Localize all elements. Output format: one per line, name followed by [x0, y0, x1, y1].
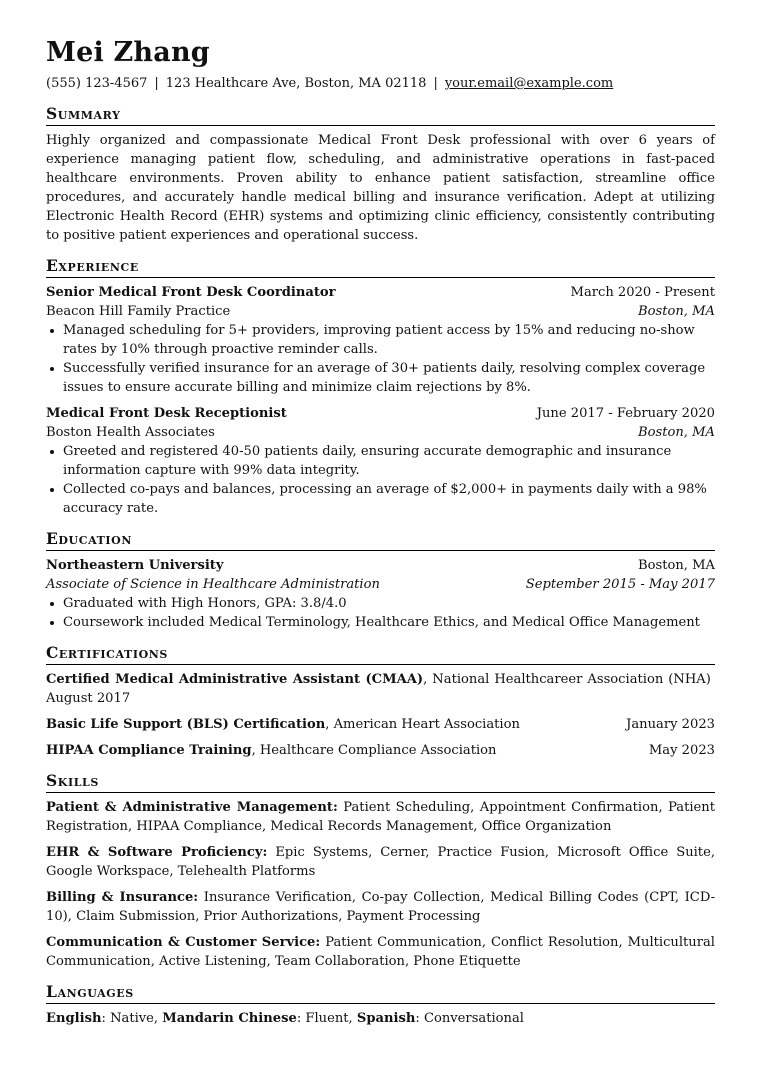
bullet-text: Graduated with High Honors, GPA: 3.8/4.0 [63, 596, 347, 611]
bullet-text: Successfully verified insurance for an average of 30+ patients daily, resolving complex coverage issues to ensure accurate billing and minimize claim rejections by 8%. [63, 361, 706, 395]
bullet-text: Managed scheduling for 5+ providers, improving patient access by 15% and reducing no-show rates by 10% through proactive reminder calls. [63, 323, 695, 357]
bullet-icon [50, 488, 54, 492]
summary-section [46, 104, 715, 245]
job-dates: March 2020 - Present [570, 285, 715, 300]
bullet-text: Coursework included Medical Terminology, Healthcare Ethics, and Medical Office Management [63, 615, 700, 630]
skill-group [46, 843, 715, 881]
job-bullets [46, 321, 715, 397]
experience-entry [46, 404, 715, 518]
skill-group-label: Billing & Insurance: [46, 890, 199, 905]
certification-issuer: , National Healthcareer Association (NHA) [423, 672, 711, 687]
skill-group [46, 798, 715, 836]
skill-group-label: EHR & Software Proficiency: [46, 845, 268, 860]
bullet-icon [50, 367, 54, 371]
school-location: Boston, MA [638, 558, 715, 573]
list-item [46, 594, 715, 613]
list-item [46, 480, 715, 518]
education-section [46, 529, 715, 632]
bullet-icon [50, 450, 54, 454]
certification-date: May 2023 [648, 743, 715, 758]
certifications-section [46, 643, 715, 760]
section-title-experience: Experience [46, 256, 715, 278]
section-title-certifications: Certifications [46, 643, 715, 665]
job-title: Senior Medical Front Desk Coordinator [46, 285, 336, 300]
certification-date: January 2023 [626, 717, 715, 732]
skills-section [46, 771, 715, 971]
languages-line [46, 1009, 715, 1028]
certification-item [46, 741, 715, 760]
job-location: Boston, MA [638, 304, 715, 319]
certification-name: Basic Life Support (BLS) Certification [46, 717, 326, 732]
street-address: 123 Healthcare Ave, Boston, MA 02118 [165, 76, 427, 91]
school-name: Northeastern University [46, 558, 224, 573]
certification-issuer: , Healthcare Compliance Association [251, 743, 497, 758]
list-item [46, 442, 715, 480]
section-title-education: Education [46, 529, 715, 551]
language-name: Mandarin Chinese [162, 1011, 297, 1026]
skill-group-items: Patient Scheduling, Appointment Confirmation, Patient Registration, HIPAA Compliance, Medical Records Management, Office Organization [46, 800, 715, 834]
certification-issuer: , American Heart Association [325, 717, 520, 732]
education-dates: September 2015 - May 2017 [525, 577, 715, 592]
resume-page [46, 36, 715, 1028]
job-location: Boston, MA [638, 425, 715, 440]
skill-group [46, 888, 715, 926]
bullet-text: Greeted and registered 40-50 patients daily, ensuring accurate demographic and insurance information capture with 99% data integrity. [63, 444, 672, 478]
company-name: Boston Health Associates [46, 425, 215, 440]
language-level: : Fluent, [296, 1011, 357, 1026]
contact-separator: | [154, 76, 159, 91]
bullet-icon [50, 621, 54, 625]
section-title-skills: Skills [46, 771, 715, 793]
company-name: Beacon Hill Family Practice [46, 304, 231, 319]
language-level: : Native, [101, 1011, 163, 1026]
certification-date: August 2017 [46, 691, 131, 706]
candidate-name: Mei Zhang [46, 37, 210, 68]
job-title: Medical Front Desk Receptionist [46, 406, 287, 421]
experience-section [46, 256, 715, 518]
skill-group-label: Communication & Customer Service: [46, 935, 321, 950]
certification-name: HIPAA Compliance Training [46, 743, 252, 758]
job-dates: June 2017 - February 2020 [536, 406, 715, 421]
bullet-text: Collected co-pays and balances, processing an average of $2,000+ in payments daily with a 98% accuracy rate. [63, 482, 707, 516]
degree-name: Associate of Science in Healthcare Administration [46, 577, 380, 592]
list-item [46, 321, 715, 359]
language-name: Spanish [356, 1011, 416, 1026]
education-bullets [46, 594, 715, 632]
summary-text: Highly organized and compassionate Medical Front Desk professional with over 6 years of experience managing patient flow, scheduling, and administrative operations in fast-paced healthcare environments. Proven ability to enhance patient satisfaction, streamline office procedures, and accurately handle medical billing and insurance verification. Adept at utilizing Electronic Health Record (EHR) systems and optimizing clinic efficiency, consistently contributing to positive patient experiences and operational success. [46, 133, 715, 243]
job-bullets [46, 442, 715, 518]
contact-separator: | [433, 76, 438, 91]
skill-group-items: Insurance Verification, Co-pay Collection, Medical Billing Codes (CPT, ICD-10), Claim Submission, Prior Authorizations, Payment Processing [46, 890, 715, 924]
experience-entry [46, 283, 715, 397]
phone-number: (555) 123-4567 [46, 76, 148, 91]
skill-group-items: Epic Systems, Cerner, Practice Fusion, Microsoft Office Suite, Google Workspace, Telehealth Platforms [46, 845, 715, 879]
skill-group-label: Patient & Administrative Management: [46, 800, 338, 815]
contact-line [46, 75, 715, 93]
bullet-icon [50, 602, 54, 606]
language-name: English [46, 1011, 102, 1026]
certification-name: Certified Medical Administrative Assistant (CMAA) [46, 672, 424, 687]
languages-section [46, 982, 715, 1028]
certification-item [46, 670, 715, 708]
section-title-summary: Summary [46, 104, 715, 126]
email-link[interactable]: your.email@example.com [444, 76, 614, 91]
section-title-languages: Languages [46, 982, 715, 1004]
list-item [46, 613, 715, 632]
bullet-icon [50, 329, 54, 333]
certification-item [46, 715, 715, 734]
list-item [46, 359, 715, 397]
skill-group [46, 933, 715, 971]
skill-group-items: Patient Communication, Conflict Resolution, Multicultural Communication, Active Listening, Team Collaboration, Phone Etiquette [46, 935, 715, 969]
language-level: : Conversational [415, 1011, 524, 1026]
